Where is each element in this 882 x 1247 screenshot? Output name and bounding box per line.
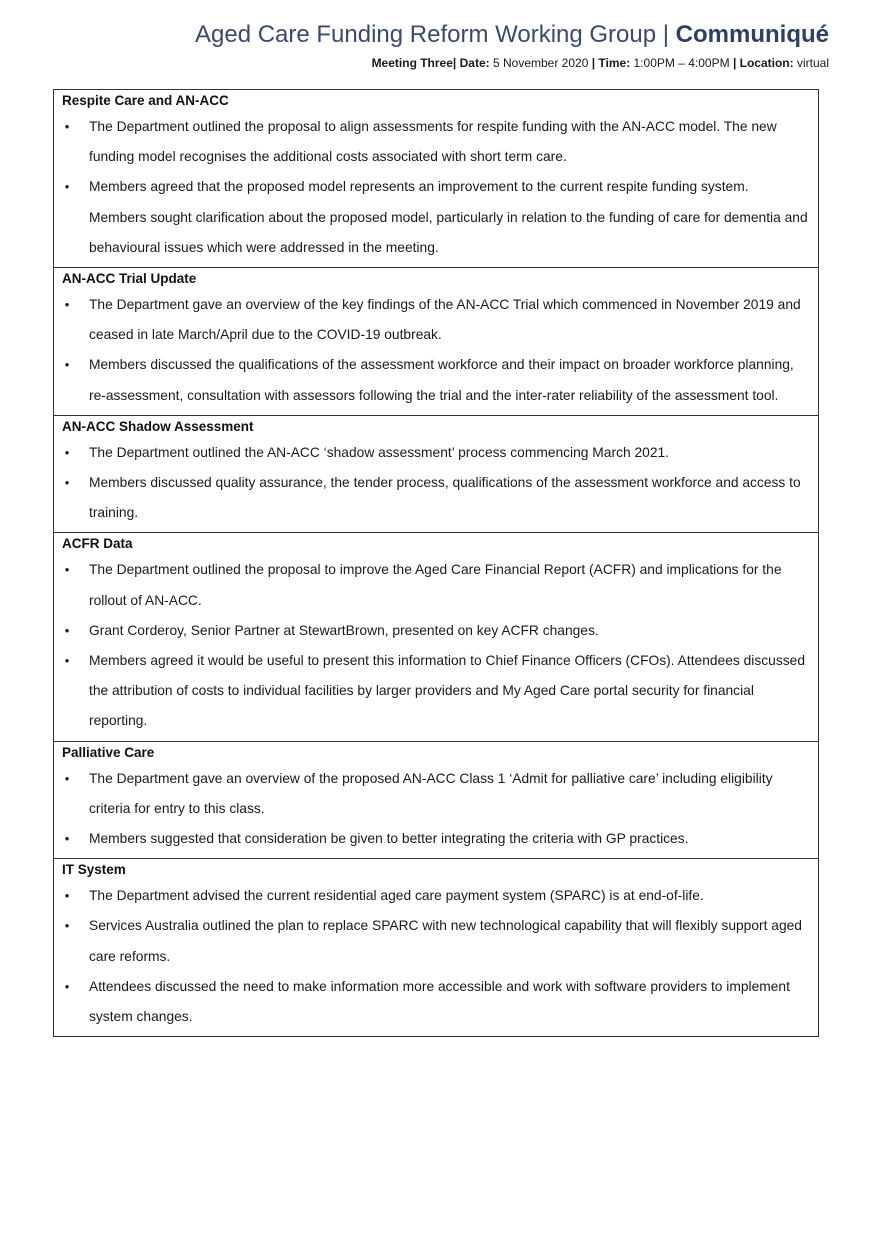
bullet-list: [54, 438, 818, 533]
list-item-text: Members agreed it would be useful to present this information to Chief Finance Officers (CFOs). Attendees discussed the attribution of costs to individual facilities by larger providers and My Aged Care portal security for financial reporting.: [89, 653, 805, 729]
title-communique: Communiqué: [675, 21, 829, 48]
location-value: virtual: [796, 56, 829, 70]
section-title: Palliative Care: [62, 744, 155, 760]
list-item-text: The Department gave an overview of the key findings of the AN-ACC Trial which commenced in November 2019 and ceased in late March/April due to the COVID-19 outbreak.: [89, 297, 801, 343]
agenda-section: [54, 742, 818, 860]
list-item-text: The Department advised the current residential aged care payment system (SPARC) is at end-of-life.: [89, 888, 704, 904]
bullet-icon: •: [64, 119, 70, 134]
list-item: [54, 468, 818, 528]
bullet-icon: •: [64, 297, 70, 313]
list-item-text: Members agreed that the proposed model represents an improvement to the current respite funding system. Members sought clarification about the proposed model, particularly in relation to the funding of care for dementia and behavioural issues which were addressed in the meeting.: [89, 179, 808, 255]
agenda-section: [54, 859, 818, 1036]
document-header: [0, 18, 829, 72]
bullet-icon: •: [64, 562, 70, 578]
list-item: [54, 555, 818, 615]
list-item-text: Attendees discussed the need to make information more accessible and work with software providers to implement system changes.: [89, 978, 790, 1025]
separator: |: [588, 56, 599, 70]
bullet-icon: •: [64, 357, 70, 373]
list-item: [54, 438, 818, 468]
bullet-icon: •: [64, 888, 70, 904]
time-value: 1:00PM – 4:00PM: [633, 56, 730, 70]
agenda-section: [54, 90, 818, 268]
list-item-text: The Department outlined the proposal to improve the Aged Care Financial Report (ACFR) and implications for the rollout of AN-ACC.: [89, 562, 782, 608]
meeting-number: Meeting Three: [371, 56, 453, 70]
list-item: [54, 972, 818, 1032]
agenda-section: [54, 416, 818, 534]
title-text: Aged Care Funding Reform Working Group |: [194, 21, 676, 48]
list-item-text: Services Australia outlined the plan to replace SPARC with new technological capability that will flexibly support aged care reforms.: [89, 918, 802, 964]
bullet-icon: •: [64, 831, 70, 847]
list-item-text: Members discussed the qualifications of the assessment workforce and their impact on broader workforce planning, re-assessment, consultation with assessors following the trial and the inter-rater reliability of the assessment tool.: [89, 357, 794, 403]
section-title: AN-ACC Trial Update: [62, 271, 197, 287]
list-item: [54, 764, 818, 824]
list-item-text: The Department outlined the proposal to align assessments for respite funding with the AN-ACC model. The new funding model recognises the additional costs associated with short term care.: [89, 119, 777, 165]
section-title: IT System: [62, 862, 126, 878]
agenda-section: [54, 533, 818, 741]
agenda-section: [54, 268, 818, 416]
list-item: [54, 881, 818, 911]
bullet-icon: •: [64, 444, 70, 460]
bullet-icon: •: [64, 653, 70, 669]
list-item: [54, 824, 818, 854]
list-item-text: The Department gave an overview of the proposed AN-ACC Class 1 ‘Admit for palliative care’ including eligibility criteria for entry to this class.: [89, 770, 773, 816]
list-item-text: The Department outlined the AN-ACC ‘shadow assessment’ process commencing March 2021.: [89, 444, 669, 460]
list-item-text: Members suggested that consideration be given to better integrating the criteria with GP practices.: [89, 831, 689, 847]
list-item: [54, 172, 818, 263]
bullet-icon: •: [64, 475, 70, 491]
list-item: [54, 290, 818, 350]
section-title: AN-ACC Shadow Assessment: [62, 418, 254, 434]
bullet-list: [54, 555, 818, 740]
bullet-list: [54, 881, 818, 1036]
list-item-text: Members discussed quality assurance, the tender process, qualifications of the assessment workforce and access to training.: [89, 475, 801, 521]
section-title: ACFR Data: [62, 536, 133, 552]
bullet-icon: •: [64, 978, 70, 994]
bullet-icon: •: [64, 622, 70, 638]
bullet-list: [54, 290, 818, 415]
document-title: [0, 18, 829, 52]
date-label: Date:: [459, 56, 490, 70]
separator: |: [452, 56, 460, 70]
bullet-list: [54, 112, 818, 267]
agenda-table: [53, 89, 819, 1037]
bullet-icon: •: [64, 179, 70, 195]
bullet-list: [54, 764, 818, 859]
bullet-icon: •: [64, 770, 70, 786]
list-item: [54, 112, 818, 172]
list-item: [54, 350, 818, 410]
list-item: [54, 646, 818, 737]
section-title: Respite Care and AN-ACC: [62, 93, 229, 108]
meeting-details: [0, 54, 829, 72]
time-label: Time:: [598, 56, 631, 70]
bullet-icon: •: [64, 918, 70, 934]
separator: |: [729, 56, 740, 70]
list-item-text: Grant Corderoy, Senior Partner at StewartBrown, presented on key ACFR changes.: [89, 622, 599, 638]
date-value: 5 November 2020: [492, 56, 589, 70]
location-label: Location:: [739, 56, 794, 70]
list-item: [54, 616, 818, 646]
list-item: [54, 911, 818, 971]
